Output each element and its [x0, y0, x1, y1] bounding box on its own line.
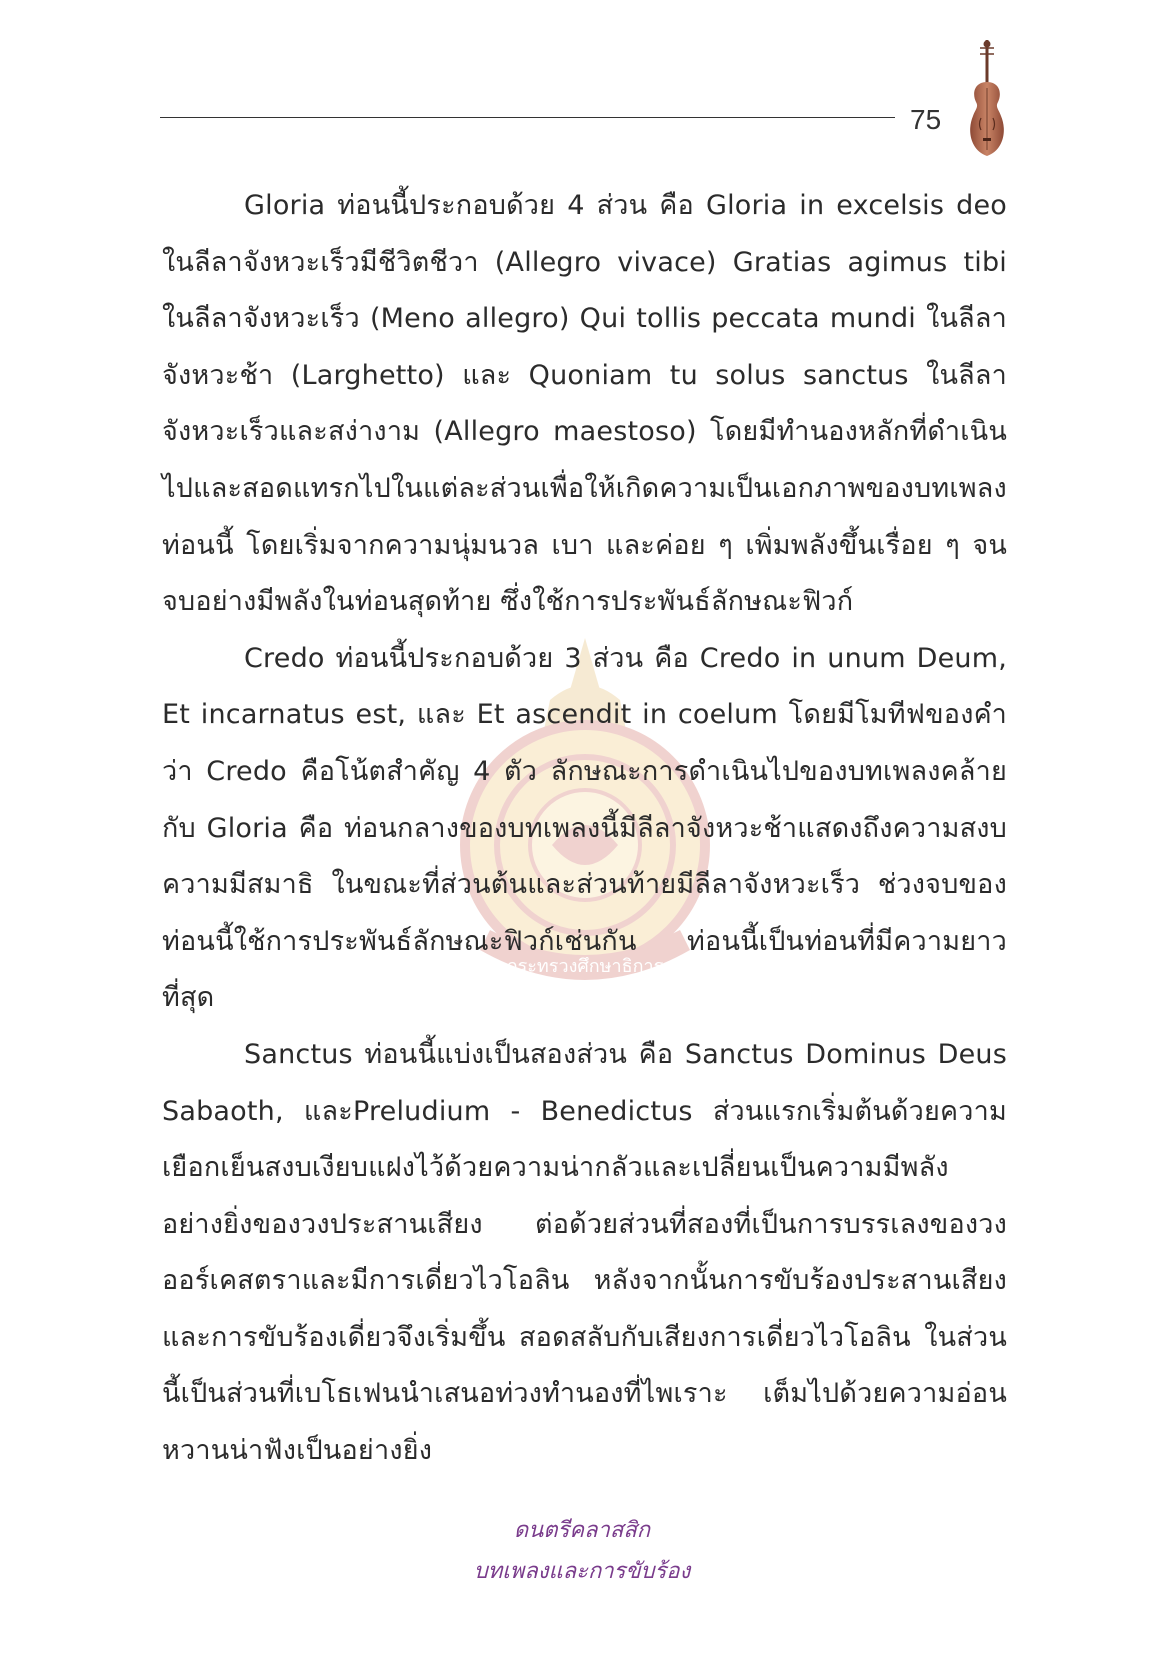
violin-icon — [962, 38, 1012, 163]
emblem-text: กระทรวงศึกษาธิการ — [506, 956, 664, 977]
paragraph-gloria: Gloria ท่อนนี้ประกอบด้วย 4 ส่วน คือ Gloria in excelsis deo ในลีลาจังหวะเร็วมีชีวิตชีวา (Allegro vivace) Gratias agimus tibi ในลีลาจังหวะเร็ว (Meno allegro) Qui tollis peccata mundi ในลีลาจังหวะช้า (Larghetto) และ Quoniam tu solus sanctus ในลีลาจังหวะเร็วและสง่างาม (Allegro maestoso) โดยมีทำนองหลักที่ดำเนินไปและสอดแทรกไปในแต่ละส่วนเพื่อให้เกิดความเป็นเอกภาพของบทเพลงท่อนนี้ โดยเริ่มจากความนุ่มนวล เบา และค่อย ๆ เพิ่มพลังขึ้นเรื่อย ๆ จนจบอย่างมีพลังในท่อนสุดท้าย ซึ่งใช้การประพันธ์ลักษณะฟิวก์ — [162, 190, 1007, 618]
paragraph-credo: Credo ท่อนนี้ประกอบด้วย 3 ส่วน คือ Credo in unum Deum, Et incarnatus est, และ Et ascendit in coelum โดยมีโมทีฟของคำว่า Credo คือโน้ตสำคัญ 4 ตัว ลักษณะการดำเนินไปของบทเพลงคล้ายกับ Gloria คือ ท่อนกลางของบทเพลงนี้มีลีลาจังหวะช้าแสดงถึงความสงบ ความมีสมาธิ ในขณะที่ส่วนต้นและส่วนท้ายมีลีลาจังหวะเร็ว ช่วงจบของท่อนนี้ใช้การประพันธ์ลักษณะฟิวก์เช่นกัน ท่อนนี้เป็นท่อนที่มีความยาวที่สุด — [162, 642, 1007, 1014]
page-number: 75 — [910, 104, 942, 135]
footer-book-title: ดนตรีคลาสสิก — [513, 1518, 651, 1543]
header-rule — [160, 117, 895, 118]
paragraph-sanctus: Sanctus ท่อนนี้แบ่งเป็นสองส่วน คือ Sanctus Dominus Deus Sabaoth, และPreludium - Benedictus ส่วนแรกเริ่มต้นด้วยความเยือกเย็นสงบเงียบแฝงไว้ด้วยความน่ากลัวและเปลี่ยนเป็นความมีพลังอย่างยิ่งของวงประสานเสียง ต่อด้วยส่วนที่สองที่เป็นการบรรเลงของวงออร์เคสตราและมีการเดี่ยวไวโอลิน หลังจากนั้นการขับร้องประสานเสียงและการขับร้องเดี่ยวจึงเริ่มขึ้น สอดสลับกับเสียงการเดี่ยวไวโอลิน ในส่วนนี้เป็นส่วนที่เบโธเฟนนำเสนอท่วงทำนองที่ไพเราะ เต็มไปด้วยความอ่อนหวานน่าฟังเป็นอย่างยิ่ง — [162, 1038, 1007, 1467]
footer-book-subtitle: บทเพลงและการขับร้อง — [473, 1559, 691, 1584]
body-text — [162, 178, 1007, 1480]
